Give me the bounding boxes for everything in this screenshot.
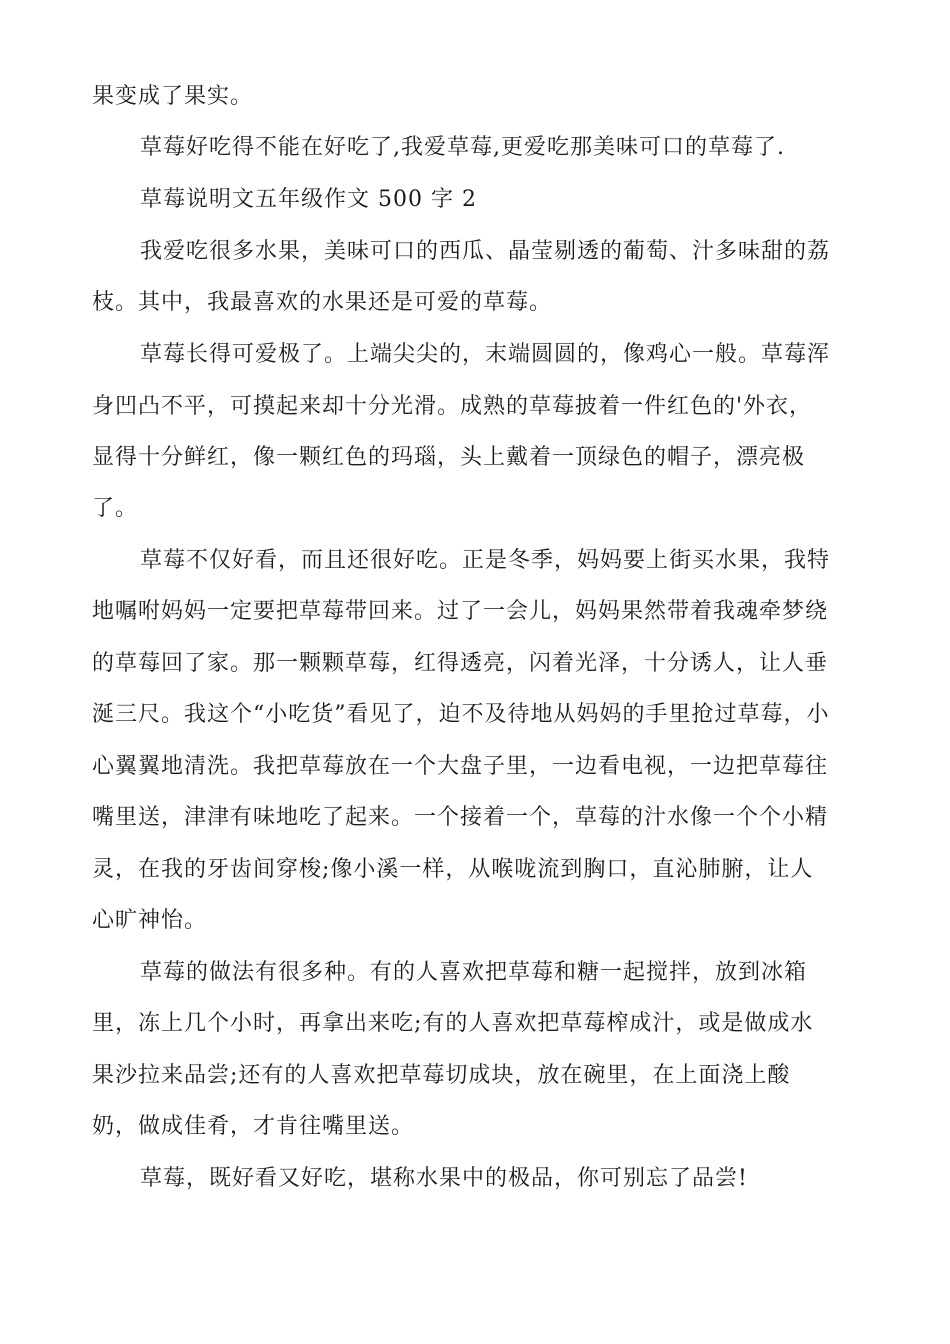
text-line: 心翼翼地清洗。我把草莓放在一个大盘子里，一边看电视，一边把草莓往: [92, 754, 829, 779]
text-line: 草莓，既好看又好吃，堪称水果中的极品，你可别忘了品尝!: [140, 1166, 748, 1191]
text-line: 我爱吃很多水果，美味可口的西瓜、晶莹剔透的葡萄、汁多味甜的荔: [140, 239, 831, 264]
text-line: 地嘱咐妈妈一定要把草莓带回来。过了一会儿，妈妈果然带着我魂牵梦绕: [92, 599, 829, 624]
text-line: 了。: [92, 496, 139, 521]
text-line: 果沙拉来品尝;还有的人喜欢把草莓切成块，放在碗里，在上面浇上酸: [92, 1063, 791, 1088]
text-line: 果变成了果实。: [92, 84, 254, 109]
text-line: 心旷神怡。: [92, 908, 208, 933]
text-line: 草莓长得可爱极了。上端尖尖的，末端圆圆的，像鸡心一般。草莓浑: [140, 342, 831, 367]
text-line: 灵，在我的牙齿间穿梭;像小溪一样，从喉咙流到胸口，直沁肺腑，让人: [92, 857, 814, 882]
text-line: 里，冻上几个小时，再拿出来吃;有的人喜欢把草莓榨成汁，或是做成水: [92, 1011, 814, 1036]
text-line: 身凹凸不平，可摸起来却十分光滑。成熟的草莓披着一件红色的'外衣，: [92, 394, 813, 419]
text-line: 的草莓回了家。那一颗颗草莓，红得透亮，闪着光泽，十分诱人，让人垂: [92, 651, 829, 676]
section-heading: 草莓说明文五年级作文 500 字 2: [140, 187, 477, 212]
text-line: 草莓的做法有很多种。有的人喜欢把草莓和糖一起搅拌，放到冰箱: [140, 960, 808, 985]
text-line: 涎三尺。我这个“小吃货”看见了，迫不及待地从妈妈的手里抢过草莓，小: [92, 702, 830, 727]
text-line: 草莓不仅好看，而且还很好吃。正是冬季，妈妈要上街买水果，我特: [140, 548, 831, 573]
text-line: 枝。其中，我最喜欢的水果还是可爱的草莓。: [92, 290, 553, 315]
text-line: 奶，做成佳肴，才肯往嘴里送。: [92, 1114, 415, 1139]
text-line: 显得十分鲜红，像一颗红色的玛瑙，头上戴着一顶绿色的帽子，漂亮极: [92, 445, 806, 470]
text-line: 草莓好吃得不能在好吃了,我爱草莓,更爱吃那美味可口的草莓了.: [140, 135, 785, 160]
text-line: 嘴里送，津津有味地吃了起来。一个接着一个，草莓的汁水像一个个小精: [92, 805, 829, 830]
